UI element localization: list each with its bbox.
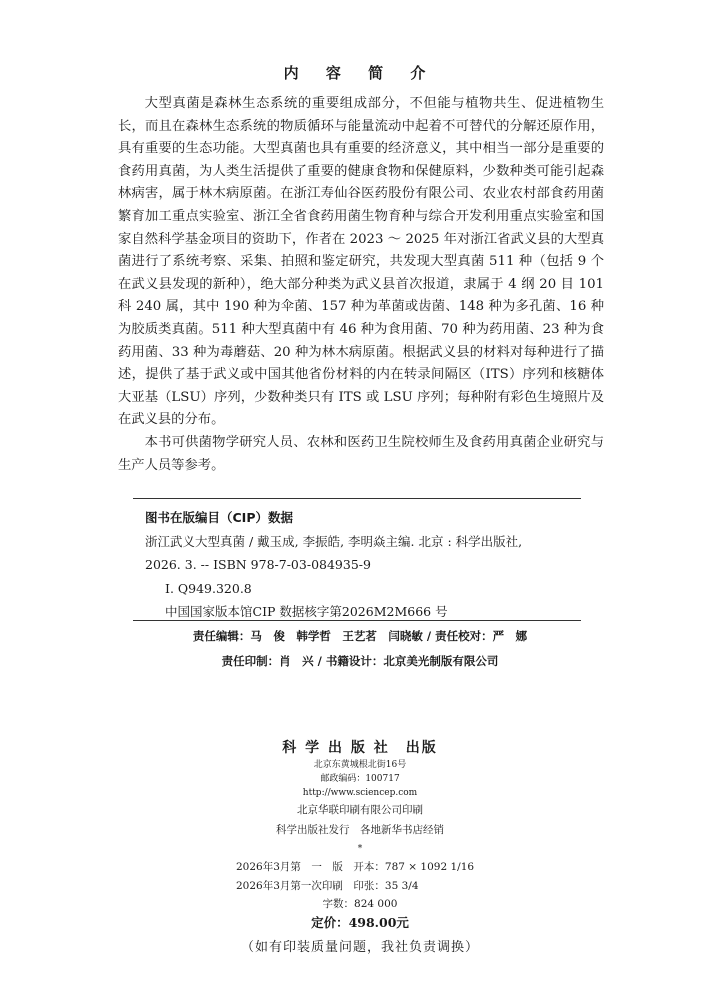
quality-notice: （如有印装质量问题，我社负责调换） bbox=[240, 940, 479, 955]
summary-body bbox=[118, 93, 604, 477]
price-line: 定价：498.00元 bbox=[311, 915, 409, 930]
edition-line: 2026年3月第 一 版 开本：787 × 1092 1/16 bbox=[236, 861, 475, 873]
separator-asterisk: * bbox=[357, 844, 363, 854]
printing-line: 2026年3月第一次印刷 印张：35 3/4 bbox=[236, 880, 419, 892]
cip-line: 浙江武义大型真菌 / 戴玉成, 李振皓, 李明焱主编. 北京 : 科学出版社, bbox=[145, 533, 523, 549]
summary-paragraph: 本书可供菌物学研究人员、农林和医药卫生院校师生及食药用真菌企业研究与生产人员等参考。 bbox=[118, 434, 604, 473]
publisher-name: 科 学 出 版 社 出版 bbox=[282, 740, 438, 756]
cip-line: 2026. 3. -- ISBN 978-7-03-084935-9 bbox=[145, 557, 371, 573]
printer-line: 北京华联印刷有限公司印刷 bbox=[297, 804, 423, 816]
publisher-url: http://www.sciencep.com bbox=[302, 788, 418, 798]
editor-credits: 责任编辑：马 俊 韩学哲 王艺茗 闫晓敏 / 责任校对：严 娜 bbox=[192, 629, 528, 643]
cip-bottom-rule bbox=[133, 620, 581, 621]
cip-heading: 图书在版编目（CIP）数据 bbox=[145, 510, 293, 525]
wordcount-line: 字数：824 000 bbox=[322, 898, 398, 910]
cip-top-rule bbox=[133, 498, 581, 499]
cip-block bbox=[145, 506, 595, 624]
publisher-address: 北京东黄城根北街16号 bbox=[313, 760, 407, 770]
publisher-postcode: 邮政编码：100717 bbox=[320, 774, 400, 784]
cip-line: 中国国家版本馆CIP 数据核字第2026M2M666 号 bbox=[165, 604, 448, 620]
credits-block bbox=[0, 624, 720, 674]
production-credits: 责任印制：肖 兴 / 书籍设计：北京美光制版有限公司 bbox=[221, 654, 499, 668]
summary-title: 内 容 简 介 bbox=[283, 64, 437, 82]
cip-line: Ⅰ. Q949.320.8 bbox=[165, 580, 252, 596]
summary-paragraph: 大型真菌是森林生态系统的重要组成部分，不但能与植物共生、促进植物生长，而且在森林生态系统的物质循环与能量流动中起着不可替代的分解还原作用，具有重要的生态功能。大型真菌也具有重要的经济意义，其中相当一部分是重要的食药用真菌，为人类生活提供了重要的健康食物和保健原料，少数种类可能引起森林病害，属于林木病原菌。在浙江寿仙谷医药股份有限公司、农业农村部食药用菌繁育加工重点实验室、浙江全省食药用菌生物育种与综合开发利用重点实验室和国家自然科学基金项目的资助下，作者在 2023 ～ 2025 年对浙江省武义县的大型真菌进行了系统考察、采集、拍照和鉴定研究，共发现大型真菌 511 种（包括 9 个在武义县发现的新种），绝大部分种类为武义县首次报道，隶属于 4 纲 20 目 101 科 240 属，其中 190 种为伞菌、157 种为革菌或齿菌、148 种为多孔菌、16 种为胶质类真菌。511 种大型真菌中有 46 种为食用菌、70 种为药用菌、23 种为食药用菌、33 种为毒蘑菇、20 种为林木病原菌。根据武义县的材料对每种进行了描述，提供了基于武义或中国其他省份材料的内在转录间隔区（ITS）序列和核糖体大亚基（LSU）序列，少数种类只有 ITS 或 LSU 序列；每种附有彩色生境照片及在武义县的分布。 bbox=[118, 96, 604, 428]
distribution-line: 科学出版社发行 各地新华书店经销 bbox=[276, 824, 444, 836]
